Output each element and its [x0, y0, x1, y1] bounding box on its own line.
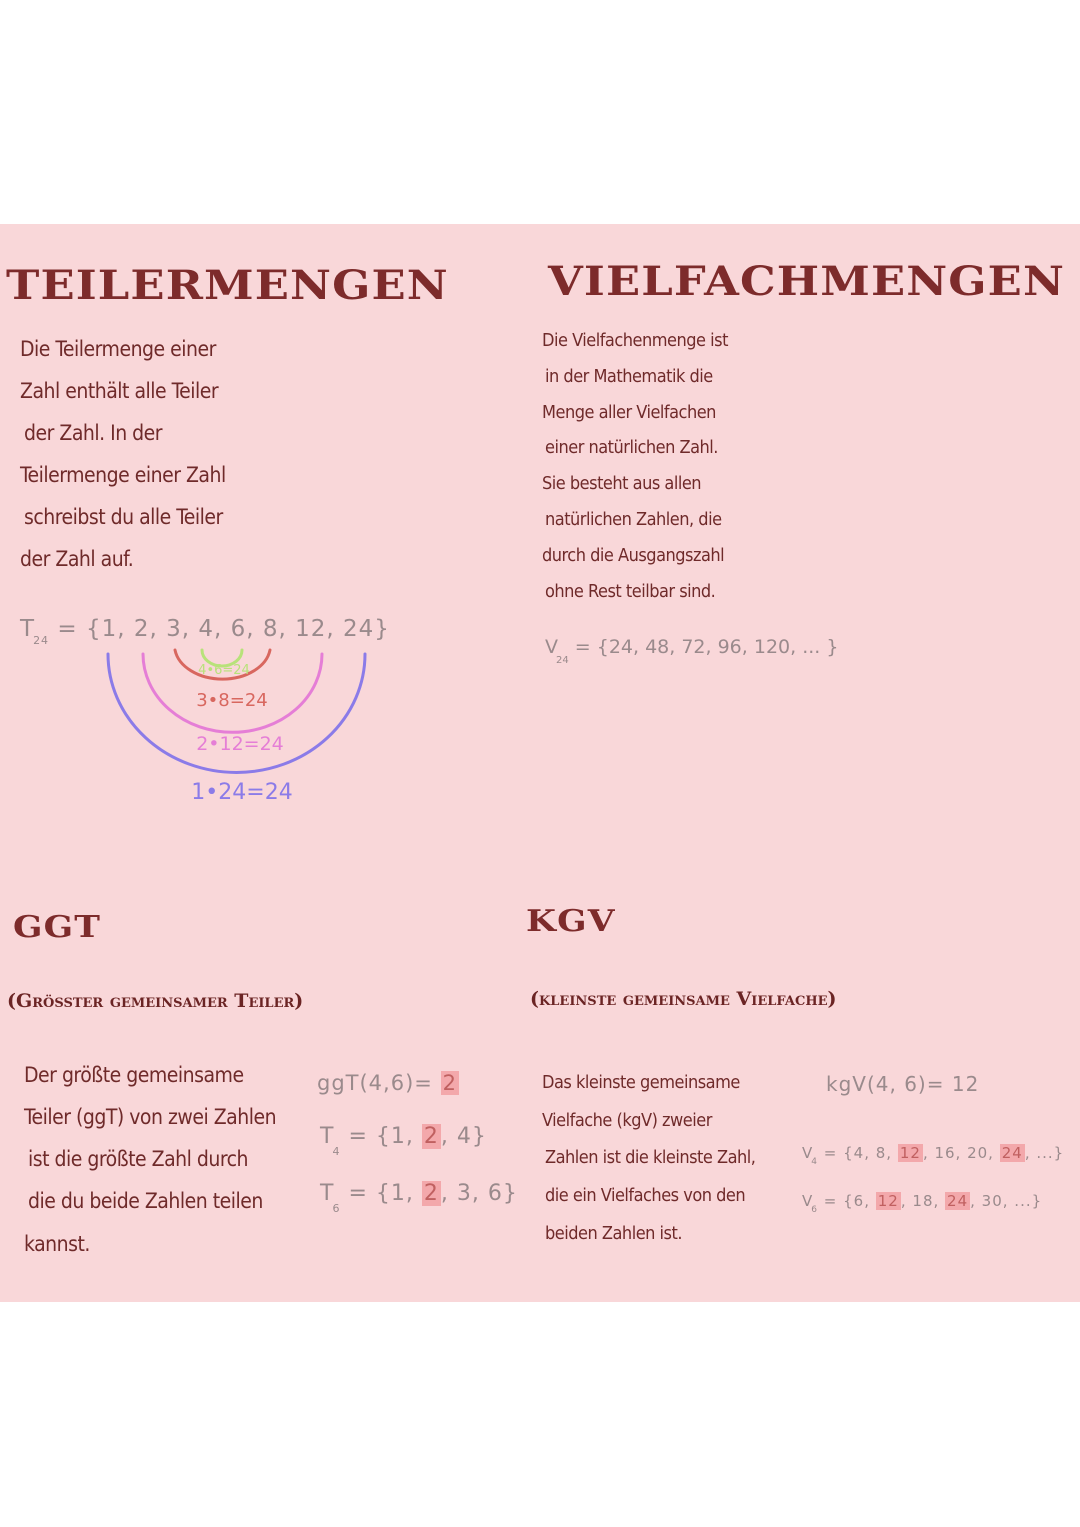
- ggt-result: [317, 1071, 459, 1095]
- divisor-set-4: [320, 1124, 487, 1158]
- set-index: 24: [556, 655, 569, 666]
- pair-label-4-6: 4•6=24: [198, 663, 250, 678]
- pair-label-2-12: 2•12=24: [196, 733, 284, 755]
- set-expression: = {24, 48, 72, 96, 120, ... }: [574, 636, 839, 658]
- kgv-result: [826, 1072, 979, 1096]
- kgv-result-label: kgV(4, 6)=: [826, 1072, 945, 1096]
- ggt-line: Teiler (ggT) von zwei Zahlen: [24, 1105, 277, 1129]
- kgv-subtitle: (kleinste gemeinsame Vielfache): [530, 988, 837, 1010]
- vielfachmengen-line: durch die Ausgangszahl: [542, 545, 725, 566]
- set-expression-start: = {1,: [348, 1124, 414, 1149]
- set-expression: = {1, 2, 3, 4, 6, 8, 12, 24}: [57, 616, 390, 642]
- teilermengen-line: Teilermenge einer Zahl: [20, 463, 226, 487]
- set-expression-end: , 4}: [440, 1124, 487, 1149]
- ggt-subtitle: (Größter gemeinsamer Teiler): [7, 990, 304, 1012]
- common-multiple: 24: [947, 1192, 969, 1210]
- divisor-set-24: [20, 616, 390, 647]
- teilermengen-line: der Zahl. In der: [24, 421, 163, 445]
- kgv-title: KGV: [526, 904, 616, 939]
- set-symbol: T: [320, 1124, 335, 1149]
- common-multiple: 24: [1001, 1144, 1023, 1162]
- ggt-result-value: 2: [442, 1071, 457, 1095]
- set-expression-middle: , 16, 20,: [922, 1144, 994, 1162]
- vielfachmengen-line: natürlichen Zahlen, die: [545, 509, 722, 530]
- set-expression-end: , ...}: [1024, 1144, 1065, 1162]
- vielfachmengen-line: Sie besteht aus allen: [542, 473, 702, 494]
- common-divisor: 2: [423, 1181, 439, 1206]
- kgv-line: Zahlen ist die kleinste Zahl,: [545, 1147, 756, 1168]
- multiple-set-24: [545, 636, 839, 666]
- multiple-set-6: [802, 1192, 1043, 1215]
- teilermengen-title: TEILERMENGEN: [6, 262, 449, 309]
- ggt-line: ist die größte Zahl durch: [28, 1147, 249, 1171]
- set-symbol: V: [545, 636, 558, 658]
- pair-label-1-24: 1•24=24: [191, 780, 293, 805]
- set-symbol: T: [320, 1181, 335, 1206]
- set-expression-end: , 30, ...}: [970, 1192, 1043, 1210]
- kgv-line: beiden Zahlen ist.: [545, 1223, 682, 1244]
- ggt-line: Der größte gemeinsame: [24, 1063, 244, 1087]
- ggt-title: GGT: [13, 910, 102, 945]
- vielfachmengen-line: Die Vielfachenmenge ist: [542, 330, 728, 351]
- worksheet: [0, 224, 1080, 1302]
- kgv-result-value: 12: [951, 1072, 980, 1096]
- teilermengen-line: schreibst du alle Teiler: [24, 505, 223, 529]
- vielfachmengen-line: einer natürlichen Zahl.: [545, 437, 718, 458]
- common-multiple: 12: [899, 1144, 921, 1162]
- set-expression-middle: , 18,: [900, 1192, 940, 1210]
- set-index: 6: [811, 1205, 818, 1215]
- set-expression-end: , 3, 6}: [440, 1181, 518, 1206]
- set-expression-start: = {6,: [823, 1192, 870, 1210]
- divisor-set-6: [320, 1181, 518, 1215]
- common-divisor: 2: [423, 1124, 439, 1149]
- vielfachmengen-line: in der Mathematik die: [545, 366, 713, 387]
- multiple-set-4: [802, 1144, 1065, 1167]
- set-index: 6: [332, 1202, 341, 1215]
- kgv-line: die ein Vielfaches von den: [545, 1185, 746, 1206]
- vielfachmengen-line: Menge aller Vielfachen: [542, 402, 716, 423]
- set-index: 4: [332, 1145, 341, 1158]
- kgv-line: Vielfache (kgV) zweier: [542, 1110, 712, 1131]
- common-multiple: 12: [877, 1192, 899, 1210]
- ggt-result-label: ggT(4,6)=: [317, 1071, 433, 1095]
- set-symbol: V: [802, 1192, 814, 1210]
- set-symbol: T: [20, 616, 36, 642]
- set-expression-start: = {4, 8,: [823, 1144, 893, 1162]
- set-index: 4: [811, 1157, 818, 1167]
- ggt-line: die du beide Zahlen teilen: [28, 1189, 263, 1213]
- teilermengen-line: der Zahl auf.: [20, 547, 134, 571]
- teilermengen-line: Zahl enthält alle Teiler: [20, 379, 219, 403]
- ggt-line: kannst.: [24, 1232, 90, 1256]
- set-expression-start: = {1,: [348, 1181, 414, 1206]
- pair-label-3-8: 3•8=24: [196, 690, 268, 711]
- divisor-pairs-diagram: [100, 644, 380, 824]
- teilermengen-line: Die Teilermenge einer: [20, 337, 216, 361]
- vielfachmengen-line: ohne Rest teilbar sind.: [545, 581, 716, 602]
- set-symbol: V: [802, 1144, 814, 1162]
- vielfachmengen-title: VIELFACHMENGEN: [548, 258, 1066, 305]
- set-index: 24: [33, 634, 50, 647]
- kgv-line: Das kleinste gemeinsame: [542, 1072, 740, 1093]
